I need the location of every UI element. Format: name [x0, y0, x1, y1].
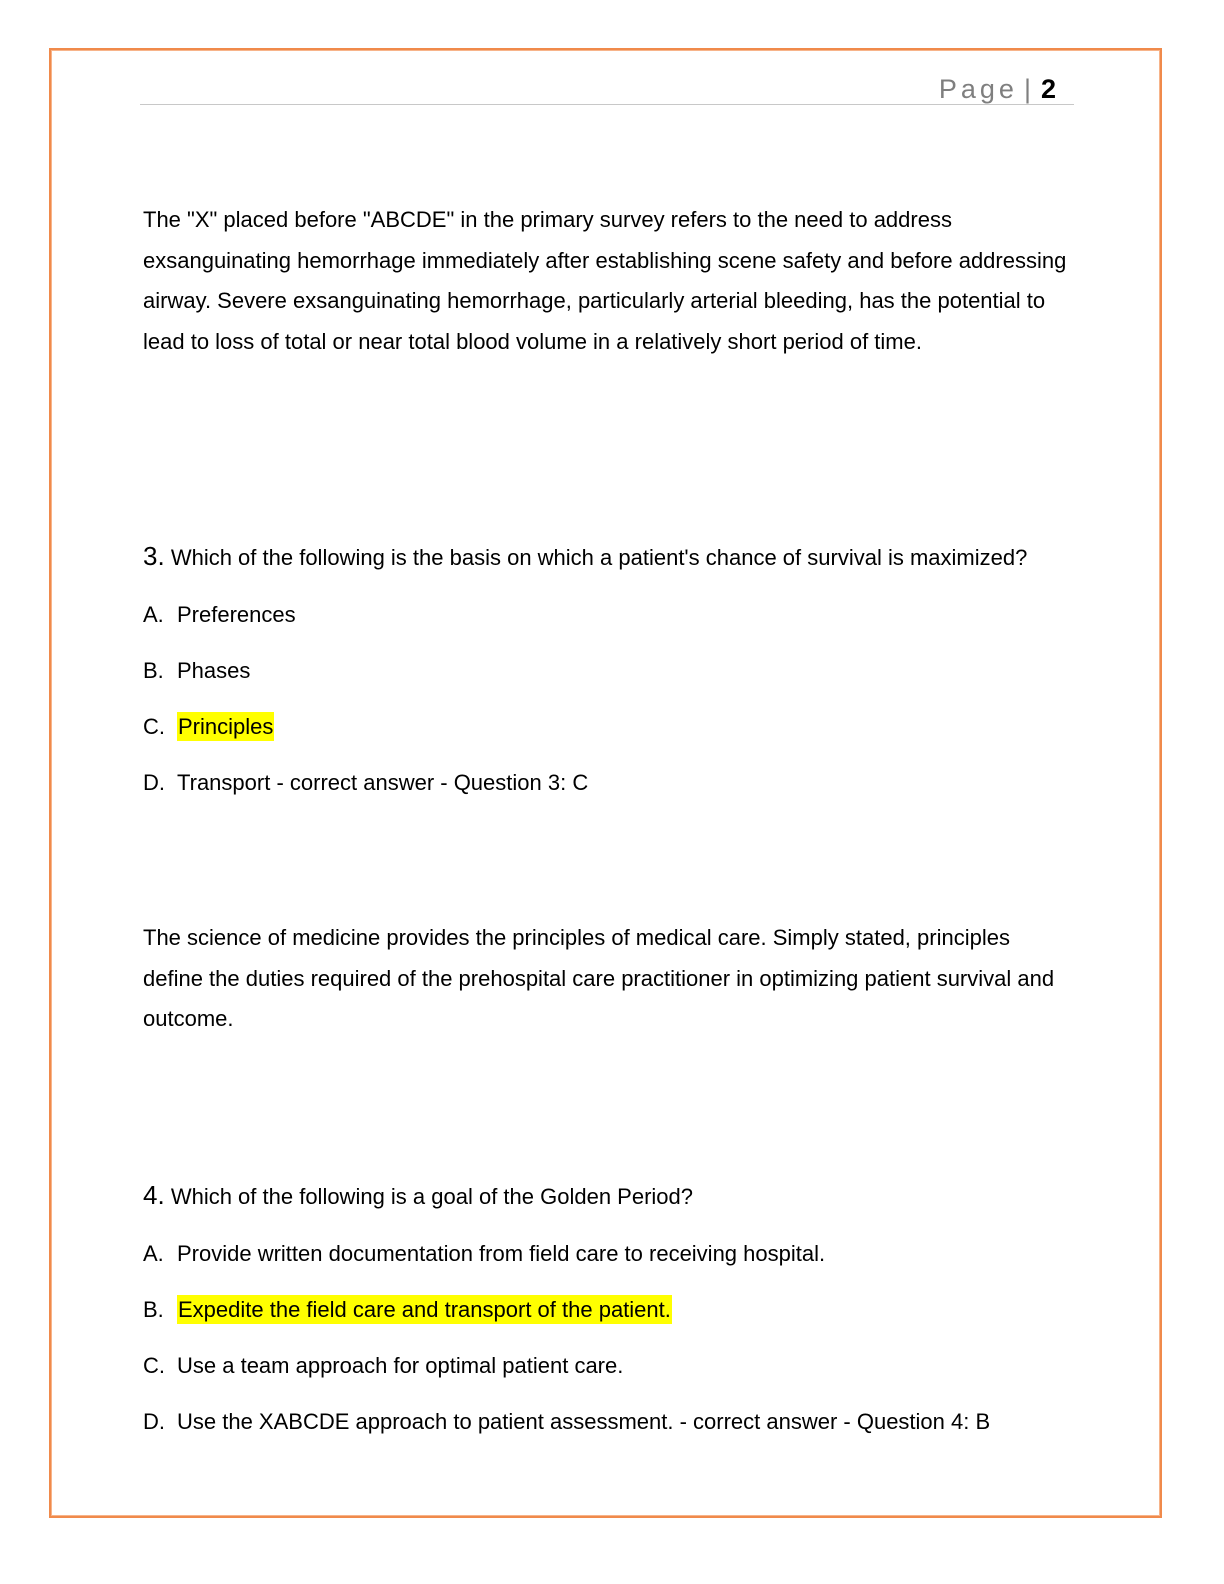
page-number: 2: [1040, 74, 1056, 104]
question-3: [143, 536, 1073, 803]
question-3-text: Which of the following is the basis on which a patient's chance of survival is maximized?: [170, 545, 1028, 570]
question-4: [143, 1175, 1073, 1442]
question-4-option-d: D. Use the XABCDE approach to patient assessment. - correct answer - Question 4: B: [143, 1408, 991, 1434]
question-3-stem: [143, 536, 1073, 579]
x-explanation-paragraph: The "X" placed before "ABCDE" in the primary survey refers to the need to address exsanguinating hemorrhage immediately after establishing scene safety and before addressing airway. Severe exsanguinating hemorrhage, particularly arterial bleeding, has the potential to lead to loss of total or near total blood volume in a relatively short period of time.: [143, 207, 1067, 354]
science-explanation-paragraph: The science of medicine provides the principles of medical care. Simply stated, principles define the duties required of the prehospital care practitioner in optimizing patient survival and outcome.: [143, 925, 1055, 1031]
question-4-text: Which of the following is a goal of the Golden Period?: [170, 1184, 694, 1209]
page-separator: |: [1023, 74, 1031, 104]
question-3-option-c: C. Principles: [143, 713, 274, 739]
question-4-option-b: B. Expedite the field care and transport of the patient.: [143, 1296, 671, 1322]
page-number-label: [939, 74, 1056, 104]
page-header: [140, 70, 1074, 105]
question-3-option-a: A. Preferences: [143, 601, 296, 627]
question-4-stem: [143, 1175, 1073, 1218]
highlighted-answer: Expedite the field care and transport of the patient.: [178, 1296, 671, 1322]
question-3-option-d: D. Transport - correct answer - Question 3: C: [143, 769, 589, 795]
page-word: Page: [938, 74, 1018, 104]
question-3-number: 3.: [143, 541, 165, 571]
question-4-number: 4.: [143, 1180, 165, 1210]
highlighted-answer: Principles: [178, 713, 274, 739]
question-4-option-a: A. Provide written documentation from field care to receiving hospital.: [143, 1240, 826, 1266]
question-4-option-c: C. Use a team approach for optimal patient care.: [143, 1352, 624, 1378]
question-3-option-b: B. Phases: [143, 657, 251, 683]
